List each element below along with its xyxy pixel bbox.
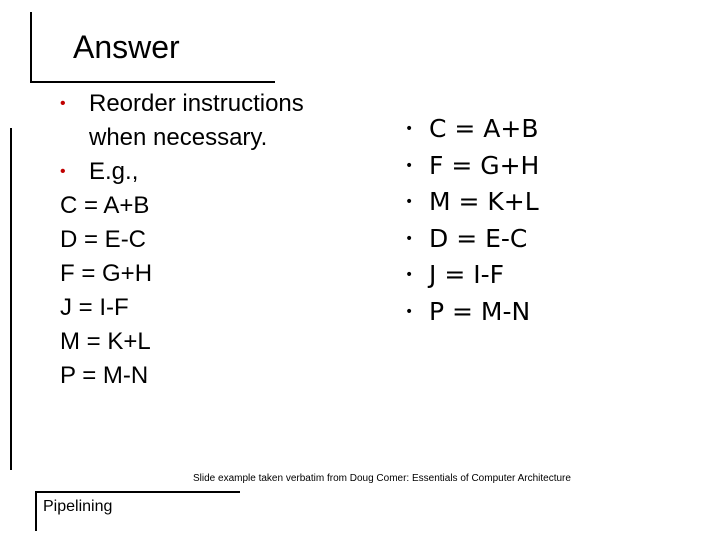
code-line: P = M-N	[60, 362, 149, 389]
reordered-item	[405, 221, 539, 258]
bullet-reorder	[60, 87, 340, 155]
reordered-text: F = G+H	[429, 150, 540, 180]
reordered-item	[405, 111, 539, 148]
bullet-dot: •	[405, 194, 414, 210]
code-line: J = I-F	[60, 294, 129, 321]
reordered-item	[405, 148, 539, 185]
reordered-text: P = M-N	[429, 296, 531, 326]
slide-title: Answer	[73, 29, 180, 65]
bullet-dot: •	[405, 303, 414, 320]
reordered-item	[405, 184, 539, 221]
reordered-text: M = K+L	[429, 187, 539, 216]
bullet-dot: •	[60, 163, 66, 180]
code-line: F = G+H	[60, 260, 153, 287]
reordered-list	[405, 111, 539, 330]
bullet-dot: •	[405, 121, 414, 137]
title-vertical-rule	[30, 12, 32, 82]
footer-vertical-rule	[35, 491, 37, 531]
bullet-text: Reorder instructions when necessary.	[89, 90, 304, 151]
bullet-dot: •	[60, 95, 66, 112]
code-line: C = A+B	[60, 192, 150, 219]
reordered-item	[405, 257, 539, 294]
reordered-item	[405, 294, 539, 331]
bullet-dot: •	[405, 230, 414, 247]
reordered-text: J = I-F	[429, 260, 504, 289]
reordered-text: C = A+B	[429, 114, 539, 143]
reordered-text: D = E-C	[429, 223, 528, 253]
code-line: D = E-C	[60, 226, 147, 253]
left-vertical-rule	[10, 128, 12, 470]
bullet-text: E.g.,	[89, 158, 139, 185]
code-line: M = K+L	[60, 328, 151, 355]
footer-label: Pipelining	[43, 498, 113, 515]
title-underline	[30, 81, 275, 83]
left-content	[60, 87, 340, 393]
footer-rule	[35, 491, 240, 493]
bullet-dot: •	[405, 157, 414, 174]
bullet-example	[60, 155, 340, 189]
bullet-dot: •	[405, 267, 414, 283]
source-caption: Slide example taken verbatim from Doug Comer: Essentials of Computer Architecture	[193, 473, 571, 484]
